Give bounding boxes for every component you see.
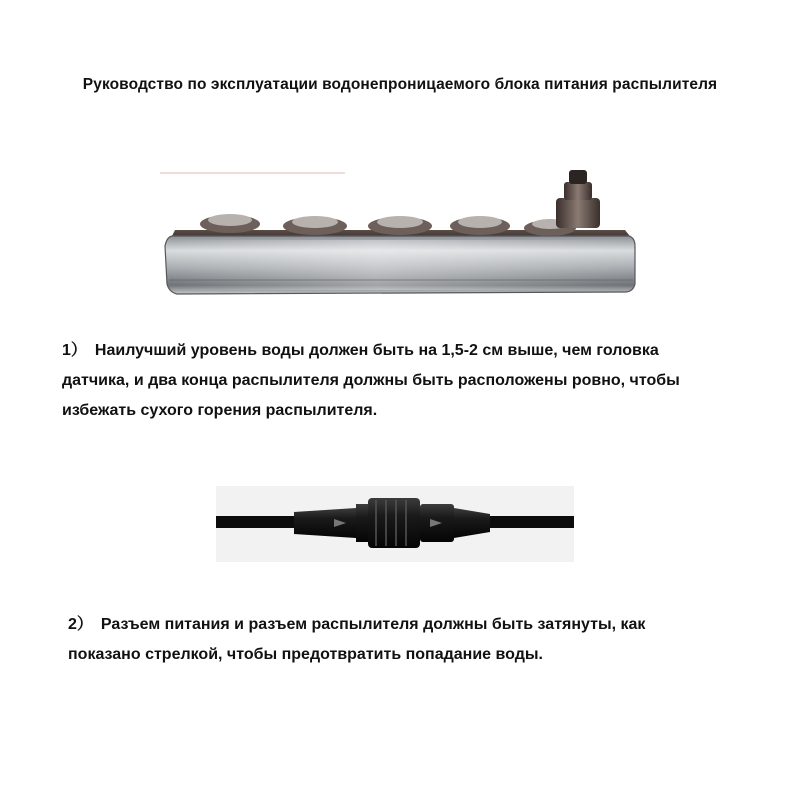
- page-title: Руководство по эксплуатации водонепроницаемого блока питания распылителя: [82, 76, 718, 93]
- instruction-1-number: 1）: [62, 342, 87, 359]
- instruction-2-line-1: 2） Разъем питания и разъем распылителя должны быть затянуты, как: [68, 616, 646, 633]
- instruction-2: [68, 610, 768, 670]
- instruction-1-line-1: 1） Наилучший уровень воды должен быть на 1,5-2 см выше, чем головка: [62, 342, 659, 359]
- instruction-1-line-3: избежать сухого горения распылителя.: [62, 402, 378, 419]
- waterproof-connector-photo: [216, 486, 574, 562]
- instruction-2-number: 2）: [68, 616, 93, 633]
- instruction-2-line-2: показано стрелкой, чтобы предотвратить попадание воды.: [68, 646, 543, 663]
- instruction-1-line-2: датчика, и два конца распылителя должны быть расположены ровно, чтобы: [62, 372, 680, 389]
- cable-gland: [556, 170, 600, 228]
- atomizer-unit-photo: [155, 160, 645, 310]
- instruction-1: [62, 336, 782, 426]
